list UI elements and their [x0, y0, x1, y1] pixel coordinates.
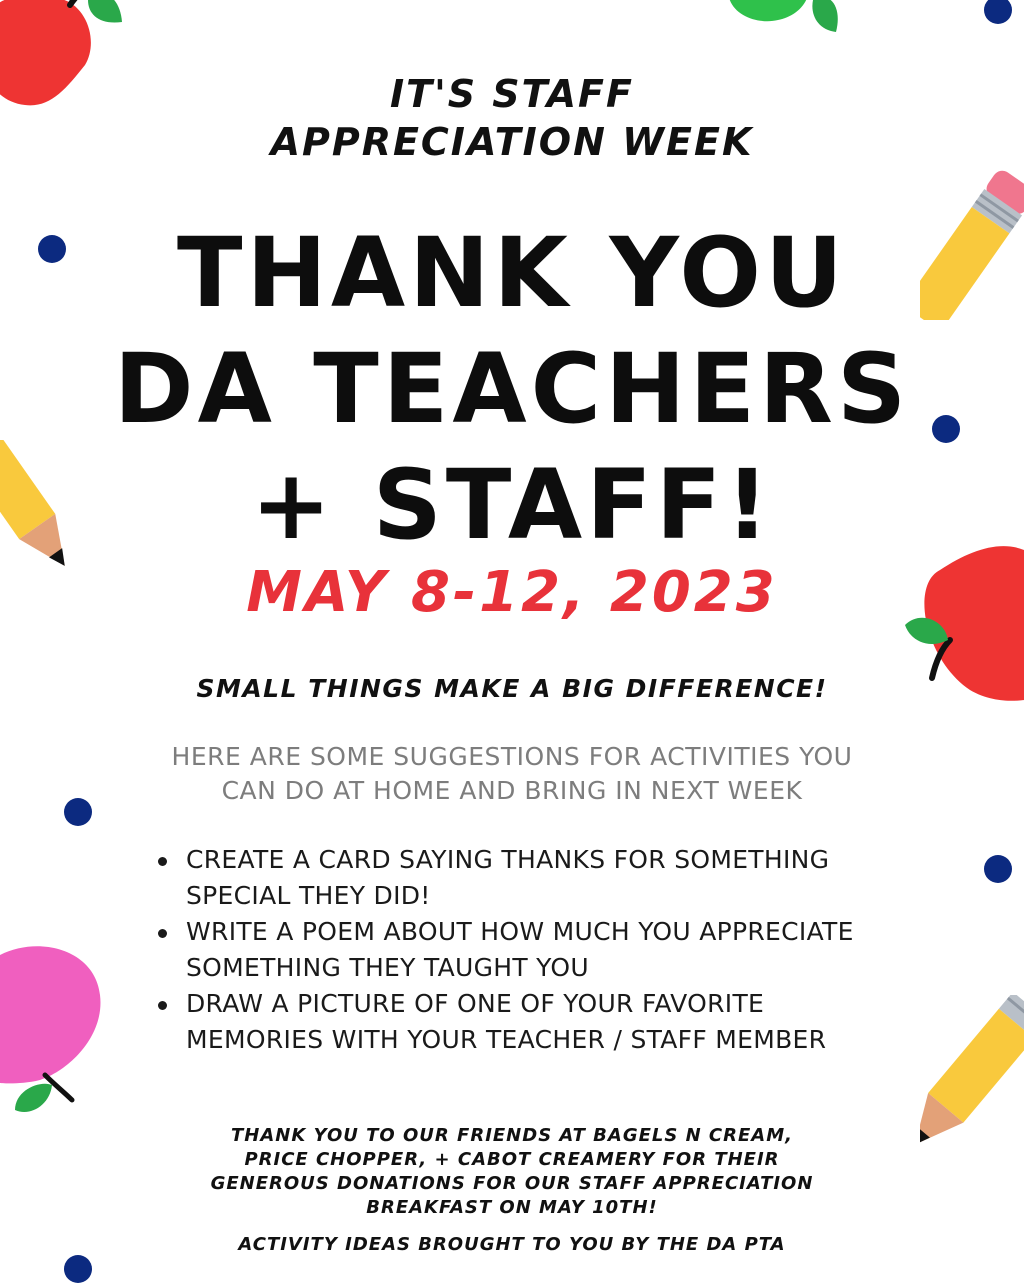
intro-line: HERE ARE SOME SUGGESTIONS FOR ACTIVITIES YOU	[171, 742, 853, 771]
list-item-line: DRAW A PICTURE OF ONE OF YOUR FAVORITE	[186, 989, 765, 1018]
activity-list	[150, 842, 870, 1058]
pta-credit: ACTIVITY IDEAS BROUGHT TO YOU BY THE DA PTA	[238, 1234, 786, 1255]
thanks-line: PRICE CHOPPER, + CABOT CREAMERY FOR THEIR	[244, 1149, 780, 1170]
intro-line: CAN DO AT HOME AND BRING IN NEXT WEEK	[221, 776, 803, 805]
green-apple-icon	[718, 0, 848, 50]
tagline: SMALL THINGS MAKE A BIG DIFFERENCE!	[196, 674, 828, 703]
kicker-line: APPRECIATION WEEK	[270, 120, 754, 164]
list-item-line: SOMETHING THEY TAUGHT YOU	[186, 953, 589, 982]
list-item-line: WRITE A POEM ABOUT HOW MUCH YOU APPRECIATE	[186, 917, 854, 946]
event-kicker	[0, 70, 1024, 166]
thanks-line: GENEROUS DONATIONS FOR OUR STAFF APPRECIATION	[210, 1173, 814, 1194]
list-item-line: MEMORIES WITH YOUR TEACHER / STAFF MEMBER	[186, 1025, 827, 1054]
headline-line: THANK YOU	[177, 217, 847, 329]
sponsor-thanks	[150, 1124, 874, 1220]
thanks-line: BREAKFAST ON MAY 10TH!	[366, 1197, 658, 1218]
thanks-line: THANK YOU TO OUR FRIENDS AT BAGELS N CREAM,	[231, 1125, 793, 1146]
kicker-line: IT'S STAFF	[390, 72, 634, 116]
dot-icon	[64, 798, 92, 826]
list-item-line: SPECIAL THEY DID!	[186, 881, 431, 910]
list-item	[150, 914, 870, 986]
dot-icon	[984, 855, 1012, 883]
headline-line: + STAFF!	[250, 449, 774, 561]
dot-icon	[64, 1255, 92, 1283]
pencil-icon	[920, 995, 1024, 1155]
list-item	[150, 842, 870, 914]
list-item	[150, 986, 870, 1058]
list-item-line: CREATE A CARD SAYING THANKS FOR SOMETHING	[186, 845, 830, 874]
pink-apple-icon	[0, 935, 110, 1125]
dot-icon	[984, 0, 1012, 24]
headline-line: DA TEACHERS	[113, 333, 911, 445]
main-headline	[60, 215, 964, 563]
event-date: MAY 8-12, 2023	[246, 560, 778, 625]
suggestions-intro	[150, 740, 874, 808]
